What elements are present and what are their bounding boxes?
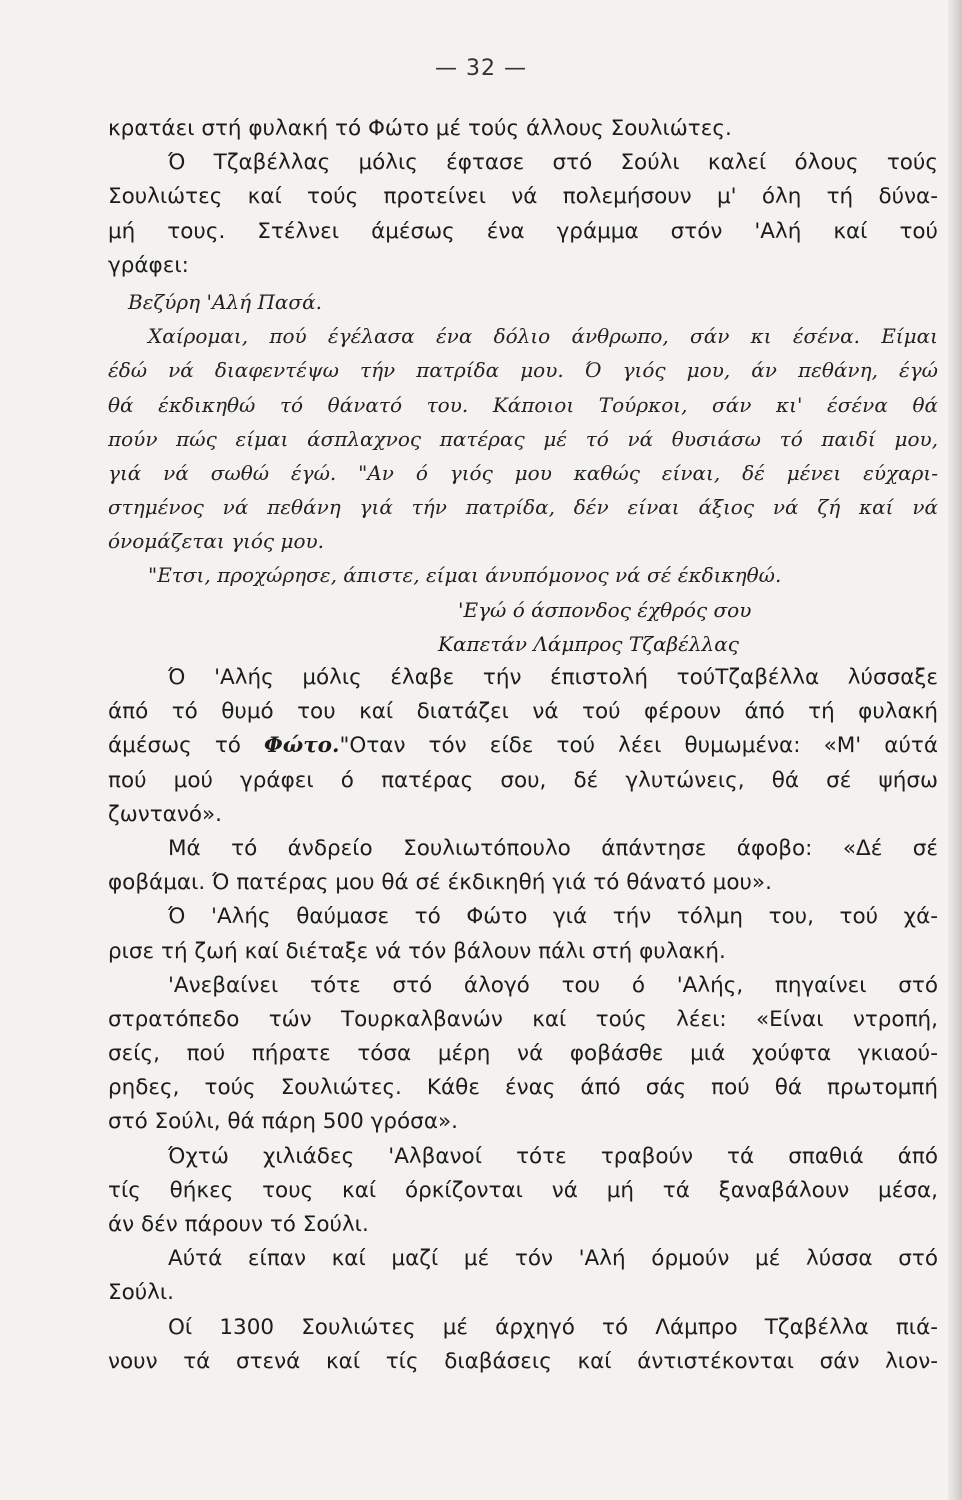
text-line: πού μού γράφει ό πατέρας σου, δέ γλυτώνεις, θά σέ ψήσω	[108, 767, 938, 793]
text-line: στό Σούλι, θά πάρη 500 γρόσα».	[108, 1109, 458, 1135]
text-line: Ό 'Αλής μόλις έλαβε τήν έπιστολή τούΤζαβέλλα λύσσαξε	[168, 665, 938, 690]
text-line: μή τους. Στέλνει άμέσως ένα γράμμα στόν 'Αλή καί τού	[108, 218, 938, 244]
text-line: άν δέν πάρουν τό Σούλι.	[108, 1212, 369, 1237]
letter-salutation: Βεζύρη 'Αλή Πασά.	[128, 289, 322, 314]
letter-closing: "Ετσι, προχώρησε, άπιστε, είμαι άνυπόμονος νά σέ έκδικηθώ.	[148, 563, 782, 588]
text-line: ρηδες, τούς Σουλιώτες. Κάθε ένας άπό σάς πού θά πρωτομπή	[108, 1075, 938, 1101]
page-number: — 32 —	[435, 56, 527, 81]
text-line: ρισε τή ζωή καί διέταξε νά τόν βάλουν πάλι στή φυλακή.	[108, 938, 726, 964]
letter-line: έδώ νά διαφεντέψω τήν πατρίδα μου. Ό γιός μου, άν πεθάνη, έγώ	[108, 358, 938, 383]
text-line: Όχτώ χιλιάδες 'Αλβανοί τότε τραβούν τά σπαθιά άπό	[168, 1143, 938, 1169]
text-line: ζωντανό».	[108, 801, 222, 827]
letter-line: πούν πώς είμαι άσπλαχνος πατέρας μέ τό νά θυσιάσω τό παιδί μου,	[108, 426, 938, 451]
text-line: Αύτά είπαν καί μαζί μέ τόν 'Αλή όρμούν μέ λύσσα στό	[168, 1246, 938, 1272]
letter-line: γιά νά σωθώ έγώ. "Αν ό γιός μου καθώς είναι, δέ μένει εύχαρι-	[108, 460, 938, 485]
text-line: σείς, πού πήρατε τόσα μέρη νά φοβάσθε μιά χούφτα γκιαού-	[108, 1041, 938, 1067]
letter-line: Χαίρομαι, πού έγέλασα ένα δόλιο άνθρωπο, σάν κι έσένα. Είμαι	[148, 324, 938, 349]
text-line: 'Ανεβαίνει τότε στό άλογό του ό 'Αλής, πηγαίνει στό	[168, 972, 938, 998]
text-line: Ό Τζαβέλλας μόλις έφτασε στό Σούλι καλεί όλους τούς	[168, 150, 938, 176]
letter-signature-line: 'Εγώ ό άσπονδος έχθρός σου	[458, 597, 752, 622]
body-text	[108, 112, 938, 1379]
letter	[108, 285, 938, 661]
text-line: στρατόπεδο τών Τουρκαλβανών καί τούς λέει: «Είναι ντροπή,	[108, 1006, 938, 1032]
text-line	[108, 729, 938, 763]
emphasized-name: Φώτο.	[264, 733, 340, 759]
letter-line: όνομάζεται γιός μου.	[108, 529, 325, 554]
letter-signature-name: Καπετάν Λάμπρος Τζαβέλλας	[438, 631, 739, 656]
text-line: κρατάει στή φυλακή τό Φώτο μέ τούς άλλους Σουλιώτες.	[108, 116, 732, 141]
text-line: γράφει:	[108, 252, 189, 278]
text-line: τίς θήκες τους καί όρκίζονται νά μή τά ξαναβάλουν μέσα,	[108, 1177, 938, 1203]
text-line: Ό 'Αλής θαύμασε τό Φώτο γιά τήν τόλμη του, τού χά-	[168, 904, 938, 930]
letter-line: στημένος νά πεθάνη γιά τήν πατρίδα, δέν είναι άξιος νά ζή καί νά	[108, 495, 938, 520]
text-line: φοβάμαι. Ό πατέρας μου θά σέ έκδικηθή γιά τό θάνατό μου».	[108, 870, 772, 896]
text-segment: "Οταν τόν είδε τού λέει θυμωμένα: «Μ' αύτά	[339, 733, 938, 759]
text-line: νουν τά στενά καί τίς διαβάσεις καί άντιστέκονται σάν λιον-	[108, 1348, 938, 1374]
binding-edge	[948, 0, 962, 1500]
text-segment: άμέσως τό	[108, 733, 265, 759]
text-line: Σουλιώτες καί τούς προτείνει νά πολεμήσουν μ' όλη τή δύνα-	[108, 184, 938, 210]
text-line: Σούλι.	[108, 1280, 175, 1306]
text-line: άπό τό θυμό του καί διατάζει νά τού φέρουν άπό τή φυλακή	[108, 699, 938, 725]
letter-line: θά έκδικηθώ τό θάνατό του. Κάποιοι Τούρκοι, σάν κι' έσένα θά	[108, 392, 938, 417]
text-line: Οί 1300 Σουλιώτες μέ άρχηγό τό Λάμπρο Τζαβέλλα πιά-	[168, 1314, 938, 1340]
text-line: Μά τό άνδρείο Σουλιωτόπουλο άπάντησε άφοβο: «Δέ σέ	[168, 835, 938, 861]
